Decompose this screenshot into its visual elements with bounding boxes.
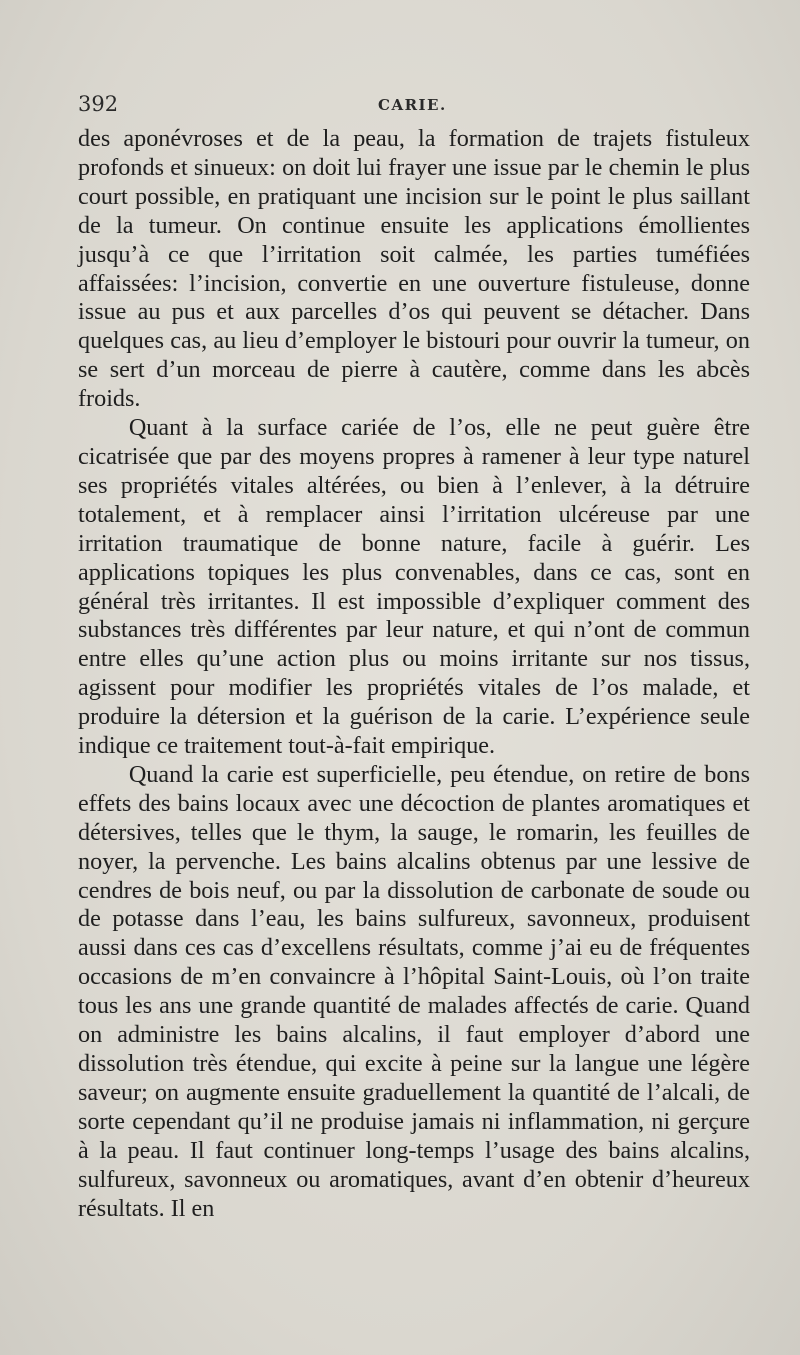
paragraph: Quand la carie est superficielle, peu étendue, on retire de bons effets des bains locaux avec une décoction de plantes aromatiques et détersives, telles que le thym, la sauge, le romarin, les feuilles de noyer, la pervenche. Les bains alcalins obtenus par une lessive de cendres de bois neuf, ou par la dissolution de carbonate de soude ou de potasse dans l’eau, les bains sulfureux, savonneux, produisent aussi dans ces cas d’excellens résultats, comme j’ai eu de fréquentes occasions de m’en convaincre à l’hôpital Saint-Louis, où l’on traite tous les ans une grande quantité de malades affectés de carie. Quand on administre les bains alcalins, il faut employer d’abord une dissolution très étendue, qui excite à peine sur la langue une légère saveur; on augmente ensuite graduellement la quantité de l’alcali, de sorte cependant qu’il ne produise jamais ni inflammation, ni gerçure à la peau. Il faut continuer long-temps l’usage des bains alcalins, sulfureux, savonneux ou aromatiques, avant d’en obtenir d’heureux résultats. Il en: [78, 760, 750, 1222]
body-text: [78, 125, 750, 1223]
running-head: CARIE.: [378, 96, 447, 114]
paragraph: Quant à la surface cariée de l’os, elle ne peut guère être cicatrisée que par des moyens propres à ramener à leur type naturel ses propriétés vitales altérées, ou bien à l’enlever, à la détruire totalement, et à remplacer ainsi l’irritation ulcéreuse par une irritation traumatique de bonne nature, facile à guérir. Les applications topiques les plus convenables, dans ce cas, sont en général très irritantes. Il est impossible d’expliquer comment des substances très différentes par leur nature, et qui n’ont de commun entre elles qu’une action plus ou moins irritante sur nos tissus, agissent pour modifier les propriétés vitales de l’os malade, et produire la détersion et la guérison de la carie. L’expérience seule indique ce traitement tout-à-fait empirique.: [78, 414, 750, 760]
page-header: [78, 92, 754, 120]
paragraph: des aponévroses et de la peau, la formation de trajets fistuleux profonds et sinueux: on doit lui frayer une issue par le chemin le plus court possible, en pratiquant une incision sur le point le plus saillant de la tumeur. On continue ensuite les applications émollientes jusqu’à ce que l’irritation soit calmée, les parties tuméfiées affaissées: l’incision, convertie en une ouverture fistuleuse, donne issue au pus et aux parcelles d’os qui peuvent se détacher. Dans quelques cas, au lieu d’employer le bistouri pour ouvrir la tumeur, on se sert d’un morceau de pierre à cautère, comme dans les abcès froids.: [78, 125, 750, 413]
page-number: 392: [78, 92, 119, 116]
